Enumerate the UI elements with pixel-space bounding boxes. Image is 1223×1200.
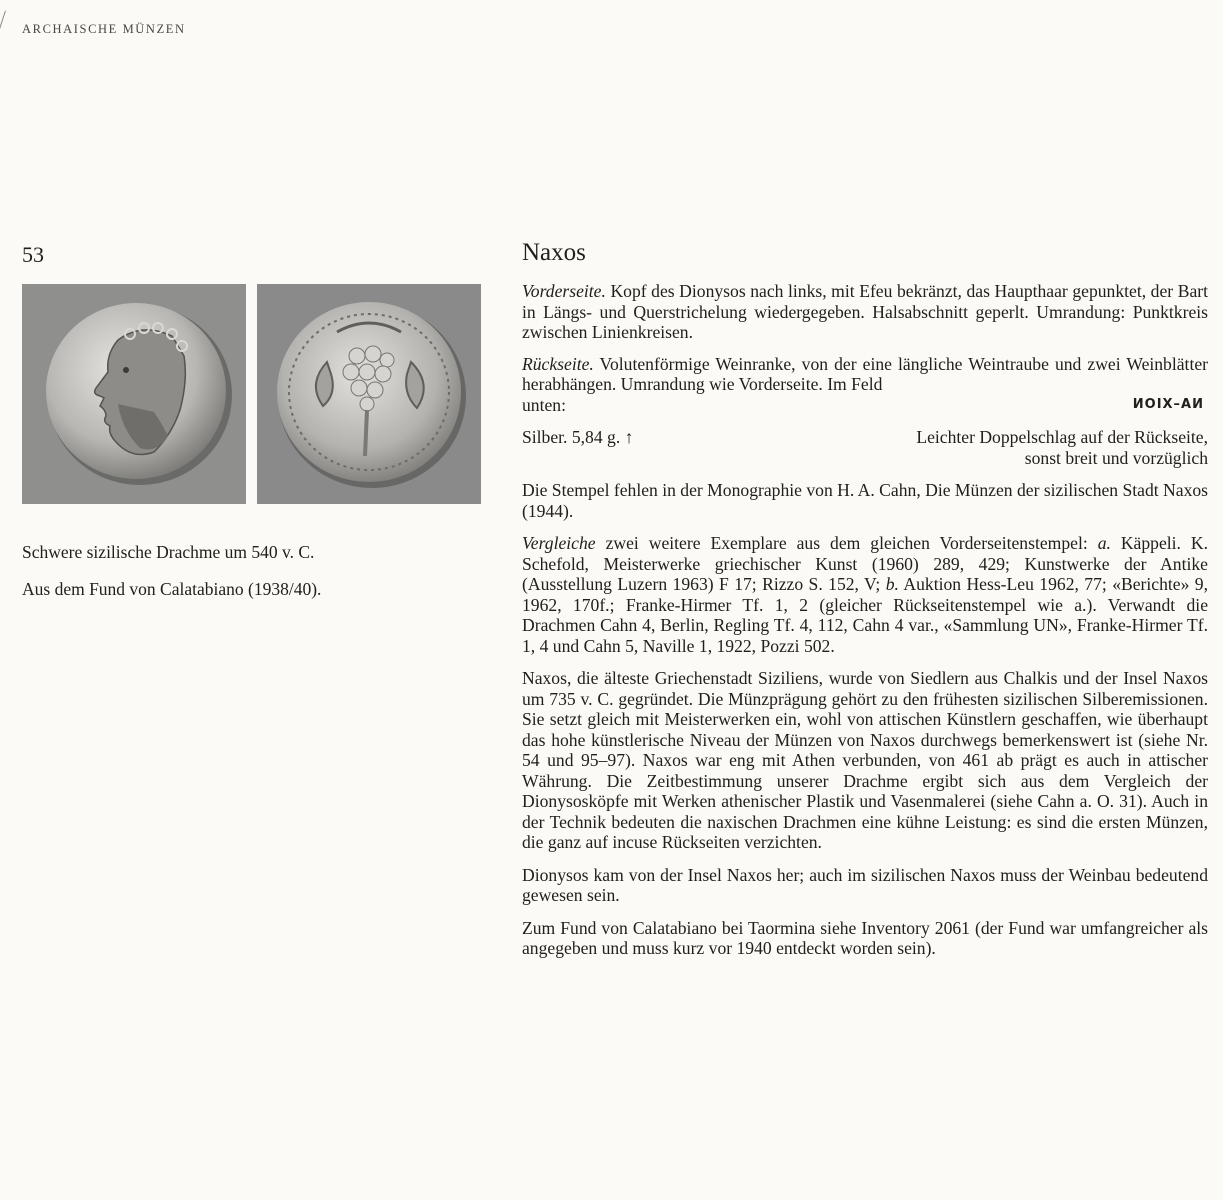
reverse-description — [522, 354, 1208, 416]
dionysos-head-icon — [22, 284, 246, 504]
catalog-entry — [522, 238, 1208, 959]
reverse-label: Rückseite. — [522, 353, 594, 374]
compare-text: zwei weitere Exemplare aus dem gleichen Vorderseitenstempel: — [595, 533, 1098, 553]
coin-inscription: ИOIX–AИ — [1132, 396, 1204, 412]
reverse-text: Volutenförmige Weinranke, von der eine längliche Weintraube und zwei Weinblätter herabhängen. Umrandung wie Vorderseite. Im Feld — [522, 353, 1208, 394]
history-paragraph: Naxos, die älteste Griechenstadt Siziliens, wurde von Siedlern aus Chalkis und der Insel Naxos um 735 v. C. gegründet. Die Münzprägung gehört zu den frühesten sizilischen Silberemissionen. Sie setzt gleich mit Meisterwerken ein, wohl von attischen Künstlern geschaffen, wie überhaupt das hohe künstlerische Niveau der Münzen von Naxos durchwegs bemerkenswert ist (siehe Nr. 54 und 95–97). Naxos war eng mit Athen verbunden, von 461 ab prägt es auch in attischer Währung. Die Zeitbestimmung unserer Drachme ergibt sich aus dem Vergleich der Dionysosköpfe mit Werken athenischer Plastik und Vasenmalerei (siehe Cahn a. O. 31). Auch in der Technik bedeuten die naxischen Drachmen eine kühne Leistung: es sind die ersten Münzen, die ganz auf incuse Rückseiten verzichten. — [522, 668, 1208, 852]
coin-caption-date: Schwere sizilische Drachme um 540 v. C. — [22, 542, 315, 562]
compare-b-text: Auktion Hess-Leu 1962, 77; «Berichte» 9, 1962, 170f.; Franke-Hirmer Tf. 1, 2 (gleicher Rückseitenstempel wie a.). Verwandt die Drachmen Cahn 4, Berlin, Regling Tf. 4, 112, Cahn 4 var., «Sammlung UN», Franke-Hirmer Tf. 1, 4 und Cahn 5, Naville 1, 1922, Pozzi 502. — [522, 574, 1208, 656]
obverse-label: Vorderseite. — [522, 281, 606, 301]
comparison-paragraph — [522, 533, 1208, 656]
coin-caption-hoard: Aus dem Fund von Calatabiano (1938/40). — [22, 579, 322, 599]
entry-title: Naxos — [522, 239, 586, 266]
page-corner-mark — [0, 11, 6, 42]
condition-line-2: sonst breit und vorzüglich — [1024, 447, 1208, 468]
compare-b-label: b. — [885, 574, 899, 594]
compare-a-label: a. — [1097, 533, 1111, 553]
stamps-note: Die Stempel fehlen in der Monographie von H. A. Cahn, Die Münzen der sizilischen Stadt Naxos (1944). — [522, 480, 1209, 521]
metal-weight-row — [522, 427, 1208, 468]
coin-reverse-photo — [257, 284, 481, 504]
compare-a-text: Käppeli. K. Schefold, Meisterwerke griechischer Kunst (1960) 289, 429; Kunstwerke der Antike (Ausstellung Luzern 1963) F 17; Rizzo S. 152, V; — [522, 533, 1209, 594]
running-head: ARCHAISCHE MÜNZEN — [22, 22, 186, 36]
condition-line-1: Leichter Doppelschlag auf der Rückseite, — [916, 427, 1208, 447]
dionysos-paragraph: Dionysos kam von der Insel Naxos her; auch im sizilischen Naxos muss der Weinbau bedeutend gewesen sein. — [522, 864, 1208, 905]
obverse-description — [522, 281, 1208, 343]
condition-note — [916, 427, 1208, 468]
obverse-text: Kopf des Dionysos nach links, mit Efeu bekränzt, das Haupthaar gepunktet, der Bart in Längs- und Querstrichelung wiedergegeben. Halsabschnitt geperlt. Umrandung: Punktkreis zwischen Linienkreisen. — [522, 281, 1208, 342]
reverse-field-label: unten: — [522, 394, 566, 415]
compare-label: Vergleiche — [522, 533, 596, 553]
hoard-paragraph: Zum Fund von Calatabiano bei Taormina siehe Inventory 2061 (der Fund war umfangreicher als angegeben und muss kurz vor 1940 entdeckt worden sein). — [522, 917, 1208, 958]
catalog-number: 53 — [22, 242, 44, 267]
coin-obverse-photo — [22, 284, 246, 504]
metal-weight: Silber. 5,84 g. ↑ — [522, 427, 634, 447]
grape-cluster-icon — [257, 284, 481, 504]
